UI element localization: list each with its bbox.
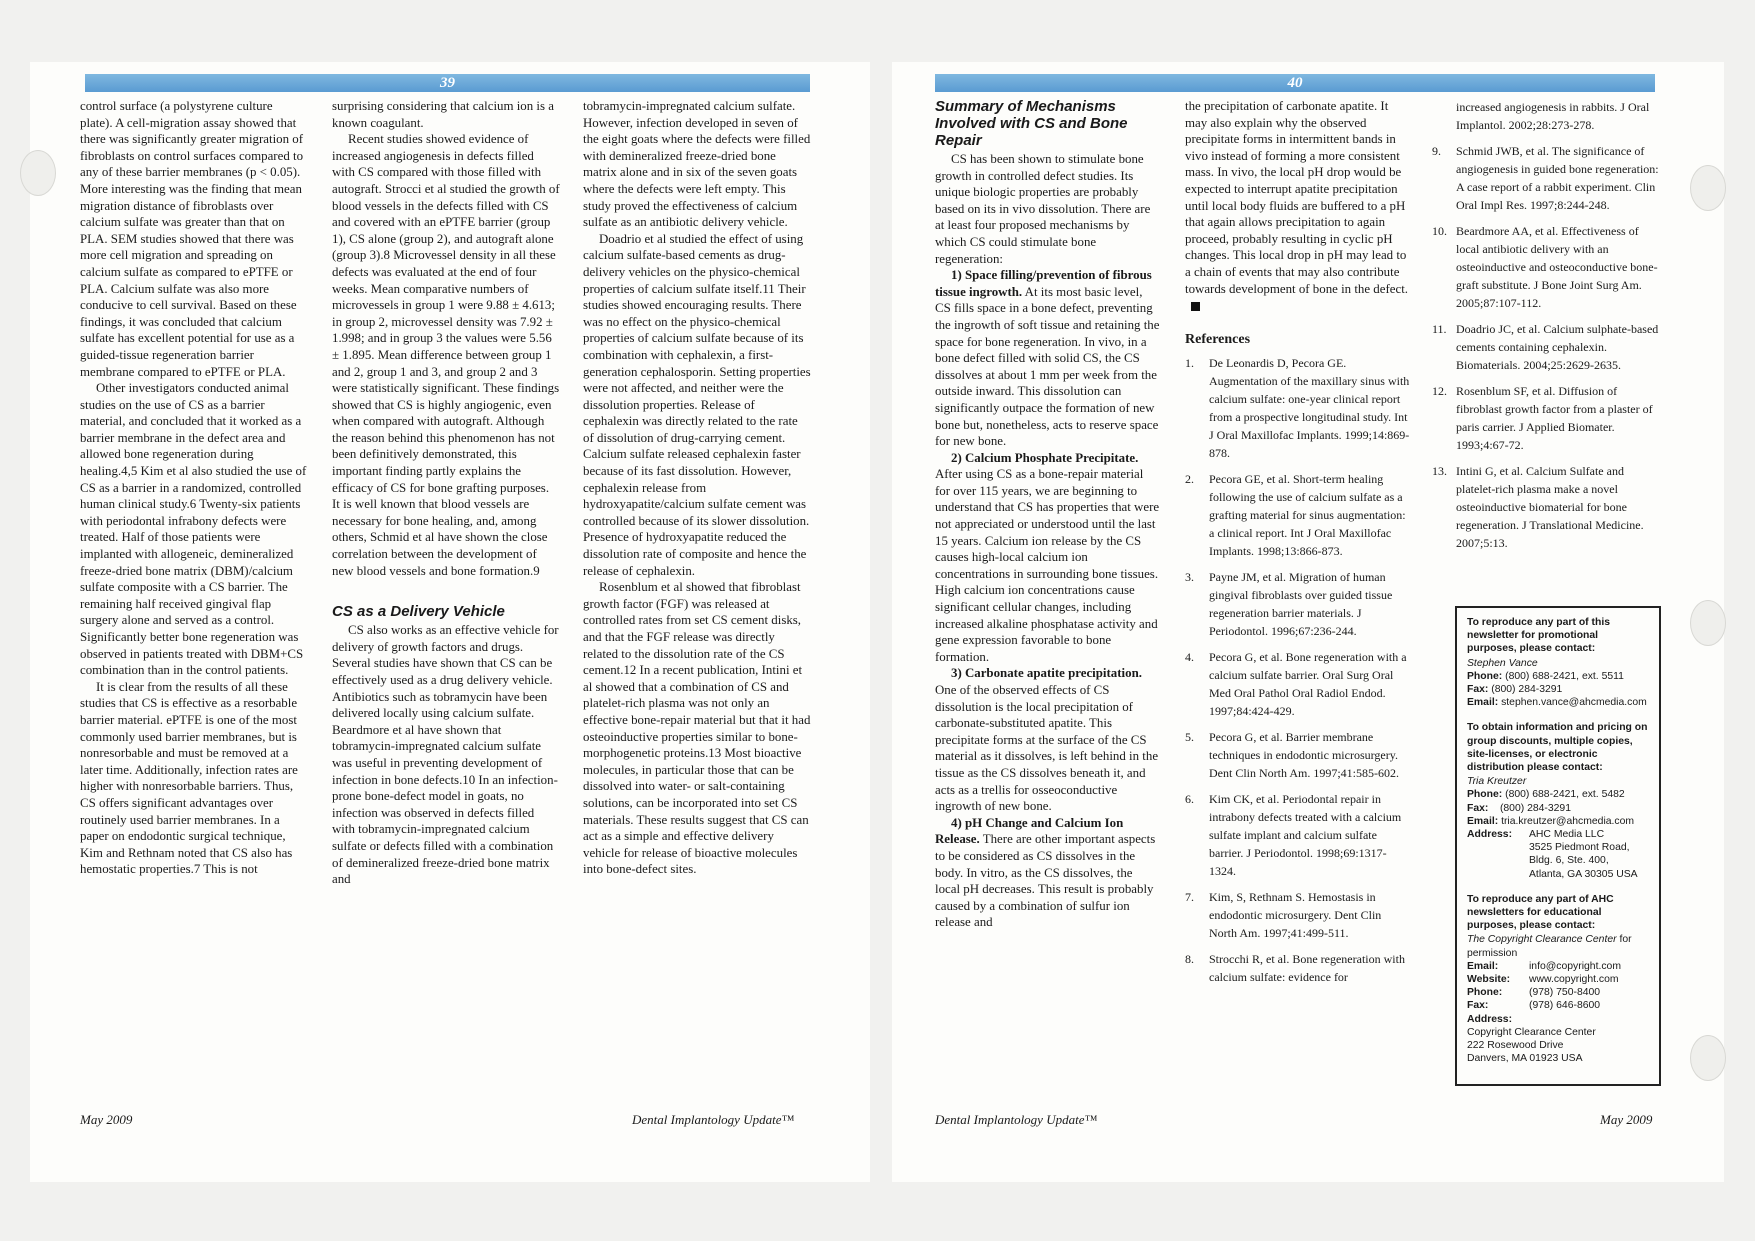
contact-website: www.copyright.com xyxy=(1529,974,1619,986)
paragraph xyxy=(1185,98,1410,314)
left-column-2 xyxy=(332,98,560,888)
paragraph: surprising considering that calcium ion is a known coagulant. xyxy=(332,99,554,130)
contact-block-educational: To reproduce any part of AHC newsletters for educational purposes, please contact: The Copyright Clearance Center for permission Email: info@copyright.com Website: www.copyright.com Phone: (978) 750-8400 Fax: (978) 646-8600 Address: Copyright Clearance Center 222 Rosewood Drive Danvers, MA 01923 USA xyxy=(1467,893,1649,1066)
reference-item: 5. Pecora G, et al. Barrier membrane techniques in endodontic microsurgery. Dent Clin North Am. 1997;41:585-602. xyxy=(1185,730,1399,781)
reference-item: 13. Intini G, et al. Calcium Sulfate and platelet-rich plasma make a novel osteoinductive biomaterial for bone regeneration. J Translational Medicine. 2007;5:13. xyxy=(1432,464,1644,550)
mechanism-3-title: 3) Carbonate apatite precipitation. xyxy=(951,666,1142,681)
contact-name: Stephen Vance xyxy=(1467,657,1538,669)
contact-info-box xyxy=(1455,606,1661,1086)
right-column-3 xyxy=(1432,98,1662,560)
contact-phone: (978) 750-8400 xyxy=(1529,987,1601,999)
page-number-band-left xyxy=(85,74,810,92)
paragraph-mechanism-3 xyxy=(935,665,1160,814)
paragraph: Recent studies showed evidence of increased angiogenesis in defects filled with CS compared with those filled with autograft. Strocci et al studied the growth of blood vessels in the defects filled with CS and covered with an ePTFE barrier (group 1), CS alone (group 2), and autograft alone (group 3).8 Microvessel density in all these defects was evaluated at the end of four weeks. Mean comparative numbers of microvessels in group 1 were 9.88 ± 4.613; in group 2, microvessel density was 7.92 ± 1.998; and in group 3 the values were 5.56 ± 1.895. Mean difference between group 1 and 2, group 1 and 3, and group 2 and 3 were statistically significant. These findings showed that CS is highly angiogenic, even when compared with autograft. Although the reason behind this phenomenon has not been definitively demonstrated, this important finding partly explains the efficacy of CS for bone grafting purposes. It is well known that blood vessels are necessary for bone healing, and, among others, Schmid et al have shown the close correlation between the development of new blood vessels and bone formation.9 xyxy=(332,132,560,578)
paragraph: Other investigators conducted animal studies on the use of CS as a barrier material, and concluded that it worked as a barrier membrane in the defect area and allowed bone regeneration during healing.4,5 Kim et al also studied the use of CS as a barrier in a randomized, controlled human clinical study.6 Twenty-six patients with periodontal infrabony defects were treated. Half of those patients were implanted with allogeneic, demineralized freeze-dried bone matrix (DBM)/calcium sulfate composite with a CS barrier. The remaining half received gingival flap surgery alone and served as a control. Significantly better bone regeneration was observed in patients treated with DBM+CS combination than in the control patients. xyxy=(80,381,307,678)
footer-date-left: May 2009 xyxy=(80,1112,133,1127)
paragraph-mechanism-1 xyxy=(935,267,1160,450)
mechanism-3-text: One of the observed effects of CS dissolution is the local precipitation of carbonate-substituted apatite. This precipitate forms at the surface of the CS material as it dissolves, is left behind in the tissue as the CS dissolves beneath it, and acts as a trellis for osseoconductive ingrowth of new bone. xyxy=(935,683,1159,814)
contact-phone: (800) 688-2421, ext. 5482 xyxy=(1505,789,1625,801)
contact-name: Tria Kreutzer xyxy=(1467,776,1527,788)
mechanism-2-title: 2) Calcium Phosphate Precipitate. xyxy=(951,450,1139,465)
mechanism-4-title: 4) pH Change and Calcium Ion Release. xyxy=(935,815,1124,847)
section-heading-summary: Summary of Mechanisms Involved with CS and Bone Repair xyxy=(935,98,1128,149)
contact-fax: (800) 284-3291 xyxy=(1491,684,1563,696)
mechanism-1-text: At its most basic level, CS fills space in a bone defect, preventing the ingrowth of soft tissue and retaining the space for bone regeneration. In vivo, in a bone defect filled with solid CS, the CS dissolves at about 1 mm per week from the outside inward. This dissolution can significantly outpace the formation of new bone but, nonetheless, acts to reserve space for new bone. xyxy=(935,284,1160,449)
reference-item: 8. Strocchi R, et al. Bone regeneration with calcium sulfate: evidence for xyxy=(1185,952,1405,985)
reference-item: 3. Payne JM, et al. Migration of human gingival fibroblasts over guided tissue regeneration barrier materials. J Periodontol. 1996;67:236-244. xyxy=(1185,570,1393,639)
references-heading: References xyxy=(1185,331,1251,347)
left-column-1 xyxy=(80,98,308,878)
contact-email: stephen.vance@ahcmedia.com xyxy=(1501,697,1647,709)
paragraph-mechanism-4 xyxy=(935,815,1160,931)
mechanism-1-title: 1) Space filling/prevention of fibrous tissue ingrowth. xyxy=(935,268,1152,299)
paragraph: control surface (a polystyrene culture plate). A cell-migration assay showed that there was significantly greater migration of fibroblasts on control surfaces compared to any of these barrier membranes (p < 0.05). More interesting was the finding that mean migration distance of fibroblasts over calcium sulfate was greater than that on PLA. SEM studies showed that there was more cell migration and spreading on calcium sulfate as compared to ePTFE or PLA. Calcium sulfate was also more conducive to cell survival. Based on these findings, it was concluded that calcium sulfate has excellent potential for use as a guided-tissue regeneration barrier membrane compared to ePTFE or PLA. xyxy=(80,99,304,379)
contact-address: Address: AHC Media LLC 3525 Piedmont Road, Bldg. 6, Ste. 400, Atlanta, GA 30305 USA xyxy=(1467,829,1638,880)
binder-hole-left xyxy=(20,150,56,196)
reference-item: 7. Kim, S, Rethnam S. Hemostasis in endodontic microsurgery. Dent Clin North Am. 1997;41:499-511. xyxy=(1185,890,1382,941)
paragraph: It is clear from the results of all these studies that CS is effective as a resorbable barrier material. ePTFE is one of the most commonly used barrier membranes, but is nonresorbable and must be removed at a later time. Additionally, infection rates are higher with nonresorbable barriers. Thus, CS offers significant advantages over routinely used barrier membranes. In a paper on endodontic surgical technique, Kim and Rethnam noted that CS also has hemostatic properties.7 This is not xyxy=(80,679,298,877)
right-column-2 xyxy=(1185,98,1410,994)
paragraph: CS also works as an effective vehicle for delivery of growth factors and drugs. Several studies have shown that CS can be effectively used as a drug delivery vehicle. Antibiotics such as tobramycin have been delivered locally using calcium sulfate. Beardmore et al have shown that tobramycin-impregnated calcium sulfate was useful in preventing development of infection in bone defects.10 In an infection-prone bone-defect model in goats, no infection was observed in defects filled with tobramycin-impregnated calcium sulfate or defects filled with a combination of demineralized freeze-dried bone matrix and xyxy=(332,623,559,887)
binder-hole-right-bottom xyxy=(1690,1035,1726,1081)
contact-block-heading: To reproduce any part of this newsletter for promotional purposes, please contact: xyxy=(1467,617,1610,655)
reference-item: 9. Schmid JWB, et al. The significance of angiogenesis in guided bone regeneration: A case report of a rabbit experiment. Clin Oral Impl Res. 1997;8:244-248. xyxy=(1432,144,1659,212)
footer-journal-left: Dental Implantology Update™ xyxy=(632,1112,795,1127)
paragraph: Doadrio et al studied the effect of using calcium sulfate-based cements as drug-delivery vehicles on the physico-chemical properties of calcium sulfate itself.11 Their studies showed encouraging results. There was no effect on the physico-chemical properties of calcium sulfate because of its combination with cephalexin, a first-generation cephalosporin. Setting properties were not affected, and neither were the dissolution properties. Release of cephalexin was directly related to the rate of dissolution of drug-carrying cement. Calcium sulfate released cephalexin faster because of its fast dissolution. However, cephalexin release from hydroxyapatite/calcium sulfate cement was controlled because of its slower dissolution. Presence of hydroxyapatite reduced the dissolution rate of composite and hence the release of cephalexin. xyxy=(583,231,811,578)
contact-address-line: Danvers, MA 01923 USA xyxy=(1467,1053,1583,1065)
paragraph: CS has been shown to stimulate bone growth in controlled defect studies. Its unique biologic properties are probably based on its in vivo dissolution. There are at least four proposed mechanisms by which CS could stimulate bone regeneration: xyxy=(935,152,1151,266)
mechanism-4-text: There are other important aspects to be considered as CS dissolves in the body. In vitro, as the CS dissolves, the local pH decreases. This result is probably caused by a combination of sulfur ion release and xyxy=(935,832,1156,930)
binder-hole-right-top xyxy=(1690,165,1726,211)
right-column-1 xyxy=(935,98,1160,931)
reference-item: 10. Beardmore AA, et al. Effectiveness of local antibiotic delivery with an osteoinductive and osteoconductive bone-graft substitute. J Bone Joint Surg Am. 2005;87:107-112. xyxy=(1432,224,1658,310)
contact-fax: (978) 646-8600 xyxy=(1529,1000,1601,1012)
contact-block-heading: To reproduce any part of AHC newsletters for educational purposes, please contact: xyxy=(1467,893,1614,932)
binder-hole-right-mid xyxy=(1690,600,1726,646)
paragraph-text: the precipitation of carbonate apatite. It may also explain why the observed precipitate forms in intermittent bands in vivo instead of forming a more consistent mass. In vivo, the local pH drop would be expected to interrupt apatite precipitation until local body fluids are buffered to a pH that again allows precipitation to again proceed, probably resulting in cyclic pH changes. This local drop in pH may lead to a chain of events that may also contribute towards development of bone in the defect. xyxy=(1185,99,1409,296)
paragraph: Rosenblum et al showed that fibroblast growth factor (FGF) was released at controlled rates from set CS cement disks, and that the FGF release was directly related to the dissolution rate of the CS cement.12 In a recent publication, Intini et al showed that a combination of CS and platelet-rich plasma was not only an effective bone-repair material but that it had osteoinductive properties similar to bone-morphogenetic proteins.13 Most bioactive molecules, in particular those that can be dissolved into water- or salt-containing solutions, can be incorporated into set CS materials. These results suggest that CS can act as a simple and effective delivery vehicle for release of bioactive molecules into bone-defect sites. xyxy=(583,580,811,877)
contact-block-group-discounts: To obtain information and pricing on group discounts, multiple copies, site-licenses, or electronic distribution please contact: Tria Kreutzer Phone: (800) 688-2421, ext. 5482 Fax: (800) 284-3291 Email: tria.kreutzer@ahcmedia.com Address: AHC Media LLC 3525 Piedmont Road, Bldg. 6, Ste. 400, Atlanta, GA 30305 USA xyxy=(1467,722,1648,880)
contact-email: tria.kreutzer@ahcmedia.com xyxy=(1501,815,1635,827)
contact-block-promotional: To reproduce any part of this newsletter for promotional purposes, please contact: Stephen Vance Phone: (800) 688-2421, ext. 5511 Fax: (800) 284-3291 Email: stephen.vance@ahcmedia.com xyxy=(1467,616,1649,709)
contact-phone: (800) 688-2421, ext. 5511 xyxy=(1505,670,1624,682)
footer-journal-right: Dental Implantology Update™ xyxy=(935,1112,1098,1127)
contact-email: info@copyright.com xyxy=(1529,960,1621,972)
reference-item: increased angiogenesis in rabbits. J Oral Implantol. 2002;28:273-278. xyxy=(1456,100,1650,132)
references-list-continued xyxy=(1432,98,1662,552)
contact-block-heading: To obtain information and pricing on group discounts, multiple copies, site-licenses, or electronic distribution please contact: xyxy=(1467,722,1648,774)
reference-item: 1. De Leonardis D, Pecora GE. Augmentation of the maxillary sinus with calcium sulfate: one-year clinical report from a prospective longitudinal study. Int J Oral Maxillofac Implants. 1999;14:869-878. xyxy=(1185,356,1410,461)
page-number-right: 40 xyxy=(1287,75,1303,91)
left-column-3 xyxy=(583,98,811,878)
paragraph-mechanism-2 xyxy=(935,450,1160,666)
contact-name: The Copyright Clearance Center for permission xyxy=(1467,934,1632,959)
page-number-band-right xyxy=(935,74,1655,92)
contact-address-line: Copyright Clearance Center xyxy=(1467,1026,1596,1038)
section-heading-delivery-vehicle: CS as a Delivery Vehicle xyxy=(332,603,505,621)
references-list xyxy=(1185,354,1410,986)
reference-item: 2. Pecora GE, et al. Short-term healing following the use of calcium sulfate as a grafting material for sinus augmentation: a clinical report. Int J Oral Maxillofac Implants. 1998;13:866-873. xyxy=(1185,472,1406,559)
reference-item: 12. Rosenblum SF, et al. Diffusion of fibroblast growth factor from a plaster of paris carrier. J Applied Biomater. 1993;4:67-72. xyxy=(1432,384,1653,452)
mechanism-2-text: After using CS as a bone-repair material for over 115 years, we are beginning to understand that CS has properties that were not appreciated or understood until the last 15 years. Calcium ion release by the CS causes high-local calcium ion concentrations in surrounding bone tissues. High calcium ion concentrations cause significant cellular changes, including increased alkaline phosphatase activity and gene expression favorable to bone formation. xyxy=(935,467,1160,664)
contact-fax: (800) 284-3291 xyxy=(1499,802,1571,814)
reference-item: 11. Doadrio JC, et al. Calcium sulphate-based cements containing cephalexin. Biomaterials. 2004;25:2629-2635. xyxy=(1432,322,1659,372)
reference-item: 6. Kim CK, et al. Periodontal repair in intrabony defects treated with a calcium sulfate implant and calcium sulfate barrier. J Periodontol. 1998;69:1317-1324. xyxy=(1185,792,1402,879)
page-number-left: 39 xyxy=(440,75,455,91)
paragraph: tobramycin-impregnated calcium sulfate. However, infection developed in seven of the eight goats where the defects were filled with demineralized freeze-dried bone matrix alone and in six of the seven goats where the defects were left empty. This study proved the effectiveness of calcium sulfate as an antibiotic delivery vehicle. xyxy=(583,99,811,230)
contact-address-label: Address: xyxy=(1467,1013,1513,1025)
footer-date-right: May 2009 xyxy=(1600,1112,1653,1127)
contact-address-line: 222 Rosewood Drive xyxy=(1467,1040,1564,1052)
end-of-article-mark xyxy=(1191,302,1200,311)
reference-item: 4. Pecora G, et al. Bone regeneration with a calcium sulfate barrier. Oral Surg Oral Med Oral Pathol Oral Radiol Endod. 1997;84:424-429. xyxy=(1185,650,1407,719)
